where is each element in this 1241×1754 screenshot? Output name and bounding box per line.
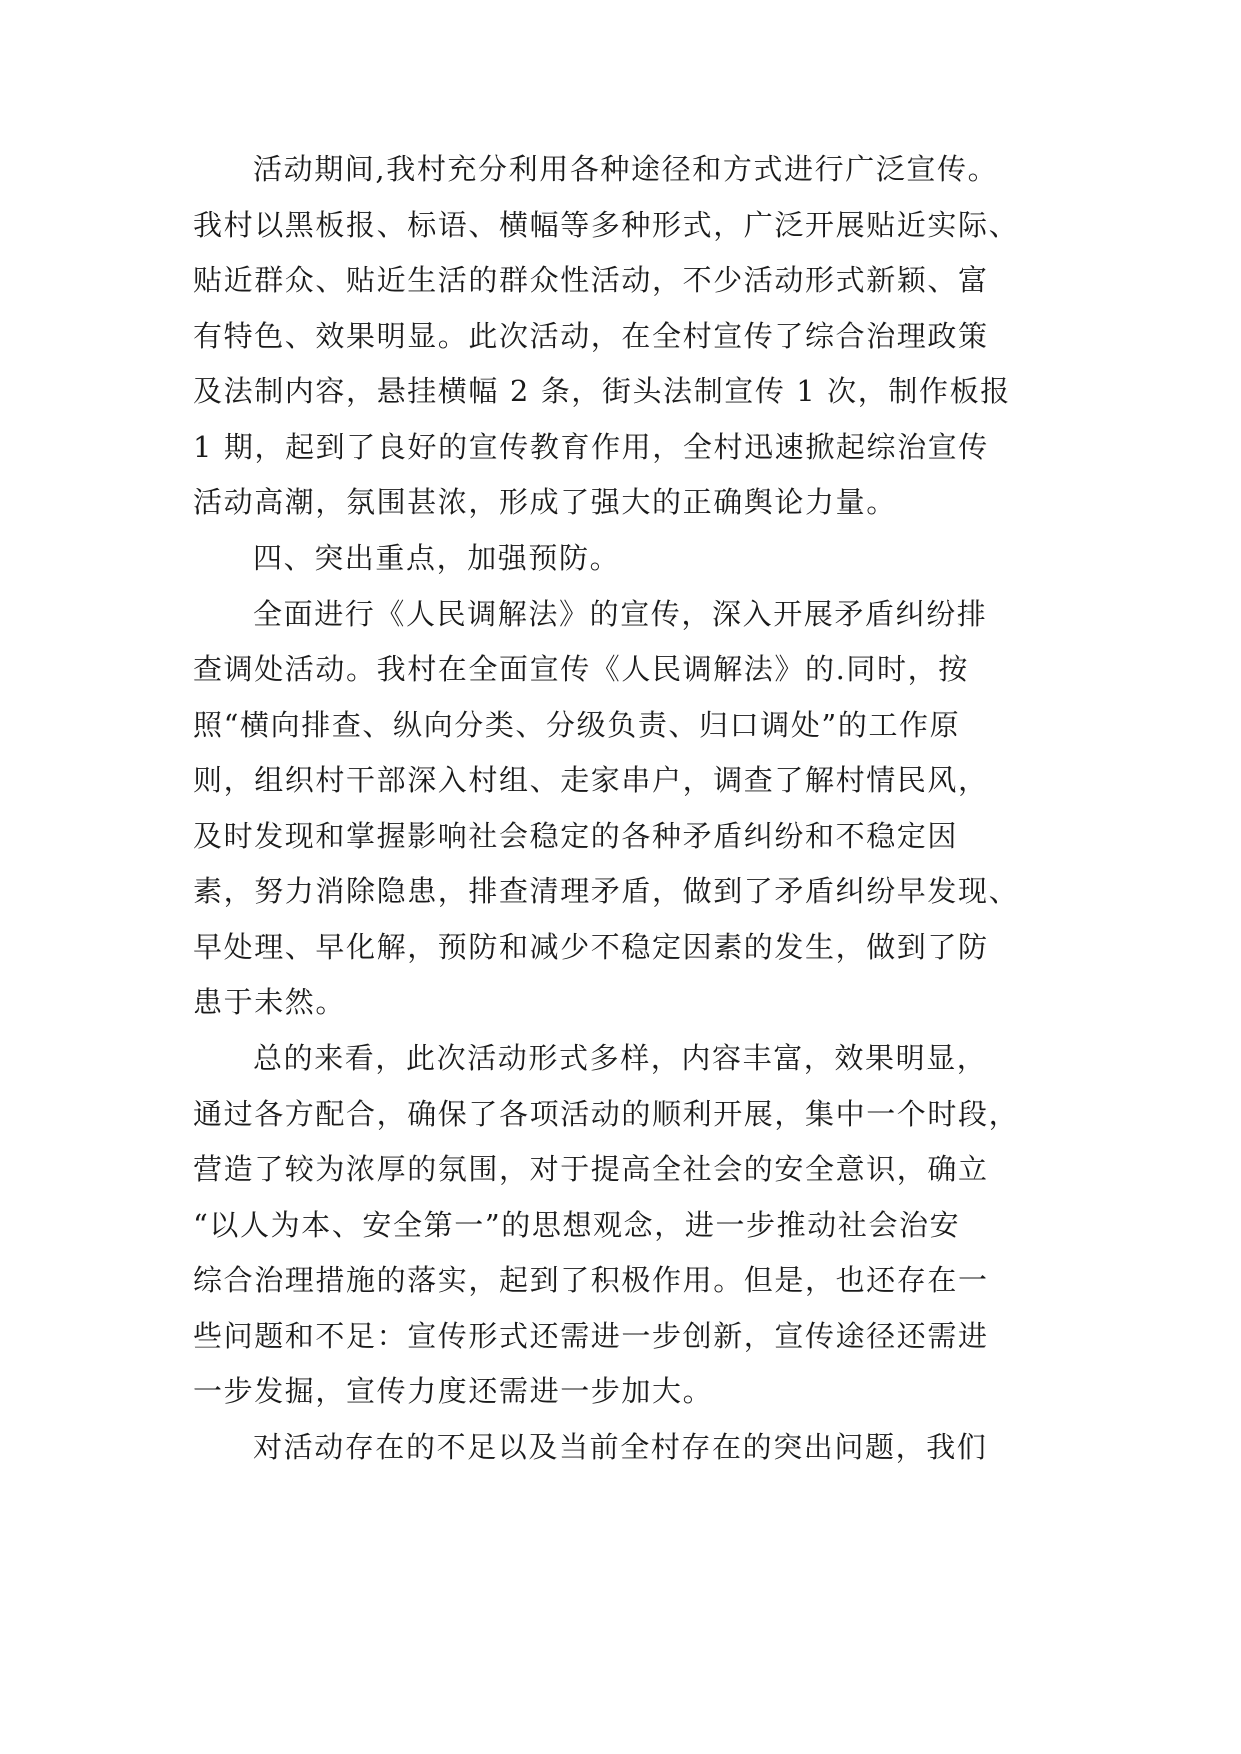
text-line: 通过各方配合，确保了各项活动的顺利开展，集中一个时段， (193, 1097, 1020, 1131)
text-line: 及法制内容，悬挂横幅 2 条，街头法制宣传 1 次，制作板报 (193, 374, 1011, 408)
text-line: 活动期间,我村充分利用各种途径和方式进行广泛宣传。 (253, 152, 999, 186)
text-line: 些问题和不足：宣传形式还需进一步创新，宣传途径还需进 (193, 1319, 989, 1353)
text-line: 综合治理措施的落实，起到了积极作用。但是，也还存在一 (193, 1263, 989, 1297)
text-line: 一步发掘，宣传力度还需进一步加大。 (193, 1374, 714, 1408)
text-line: 有特色、效果明显。此次活动，在全村宣传了综合治理政策 (193, 319, 989, 353)
text-line: 则，组织村干部深入村组、走家串户，调查了解村情民风， (193, 763, 989, 797)
text-line: 照“横向排查、纵向分类、分级负责、归口调处”的工作原 (193, 708, 961, 742)
text-line: 贴近群众、贴近生活的群众性活动，不少活动形式新颖、富 (193, 263, 989, 297)
text-line: 总的来看，此次活动形式多样，内容丰富，效果明显， (253, 1041, 988, 1075)
text-line: 患于未然。 (193, 985, 347, 1019)
text-line: 查调处活动。我村在全面宣传《人民调解法》的.同时，按 (193, 652, 969, 686)
text-line: 全面进行《人民调解法》的宣传，深入开展矛盾纠纷排 (253, 597, 988, 631)
text-line: 对活动存在的不足以及当前全村存在的突出问题，我们 (253, 1430, 988, 1464)
text-line: 营造了较为浓厚的氛围，对于提高全社会的安全意识，确立 (193, 1152, 989, 1186)
text-line: 及时发现和掌握影响社会稳定的各种矛盾纠纷和不稳定因 (193, 819, 959, 853)
text-line: 早处理、早化解，预防和减少不稳定因素的发生，做到了防 (193, 930, 989, 964)
text-line: 1 期，起到了良好的宣传教育作用，全村迅速掀起综治宣传 (193, 430, 989, 464)
text-line: 素，努力消除隐患，排查清理矛盾，做到了矛盾纠纷早发现、 (193, 874, 1020, 908)
text-line: 我村以黑板报、标语、横幅等多种形式，广泛开展贴近实际、 (193, 208, 1020, 242)
text-line: 活动高潮，氛围甚浓，形成了强大的正确舆论力量。 (193, 485, 897, 519)
text-line: “以人为本、安全第一”的思想观念，进一步推动社会治安 (193, 1208, 961, 1242)
section-heading: 四、突出重点，加强预防。 (253, 541, 621, 575)
